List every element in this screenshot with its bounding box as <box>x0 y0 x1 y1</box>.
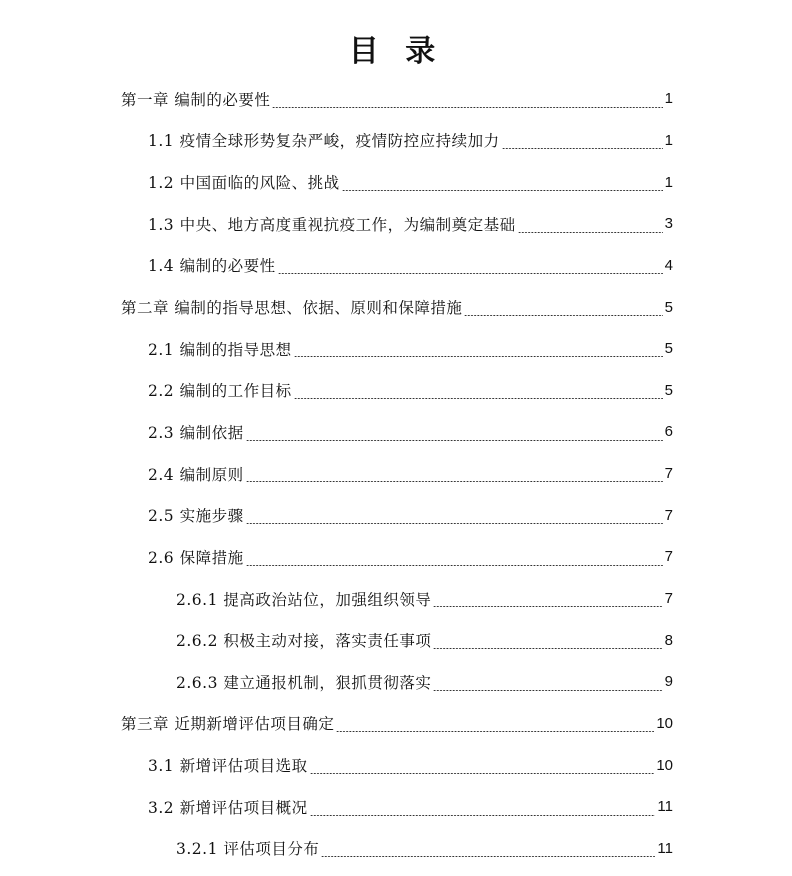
toc-entry-text: 3.2 新增评估项目概况 <box>148 798 308 817</box>
dot-leader <box>294 356 663 357</box>
toc-entry-text: 2.3 编制依据 <box>148 423 244 442</box>
toc-entry[interactable] <box>0 453 792 495</box>
toc-entry[interactable] <box>0 369 792 411</box>
dot-leader <box>336 731 654 732</box>
dot-leader <box>278 273 663 274</box>
toc-entry-page: 5 <box>664 298 673 316</box>
toc-entry-text: 3.1 新增评估项目选取 <box>148 757 308 776</box>
toc-entry-text: 1.3 中央、地方高度重视抗疫工作，为编制奠定基础 <box>148 215 516 234</box>
toc-entry-text: 2.6.1 提高政治站位，加强组织领导 <box>176 590 432 609</box>
toc-entry-text: 2.6.3 建立通报机制，狠抓贯彻落实 <box>176 673 432 692</box>
toc-entry[interactable] <box>0 703 792 745</box>
toc-entry[interactable] <box>0 161 792 203</box>
dot-leader <box>502 148 663 149</box>
toc-entry[interactable] <box>0 245 792 287</box>
dot-leader <box>246 565 663 566</box>
dot-leader <box>464 315 662 316</box>
dot-leader <box>342 190 663 191</box>
toc-entry-text: 1.2 中国面临的风险、挑战 <box>148 174 340 193</box>
toc-entry-page: 7 <box>664 506 673 524</box>
dot-leader <box>433 690 662 691</box>
toc-entry-text: 第二章 编制的指导思想、依据、原则和保障措施 <box>121 299 463 318</box>
toc-entry-text: 2.5 实施步骤 <box>148 507 244 526</box>
toc-entry-page: 10 <box>656 714 673 732</box>
dot-leader <box>294 398 663 399</box>
toc-entry-text: 第一章 编制的必要性 <box>121 90 271 109</box>
toc-entry-page: 7 <box>664 465 673 483</box>
toc-entry-page: 5 <box>664 340 673 358</box>
dot-leader <box>321 856 655 857</box>
toc-entry-page: 10 <box>656 756 673 774</box>
toc-entry[interactable] <box>0 578 792 620</box>
toc-entry-text: 1.4 编制的必要性 <box>148 257 276 276</box>
toc-entry-page: 1 <box>664 173 673 191</box>
toc-entry-text: 3.2.1 评估项目分布 <box>176 840 320 859</box>
toc-entry[interactable] <box>0 286 792 328</box>
dot-leader <box>433 648 662 649</box>
dot-leader <box>518 232 663 233</box>
toc-entry-page: 7 <box>664 548 673 566</box>
toc-entry-page: 5 <box>664 381 673 399</box>
toc-entry-page: 11 <box>657 839 673 857</box>
toc-entry-text: 2.6 保障措施 <box>148 548 244 567</box>
toc-title: 目 录 <box>348 34 444 69</box>
dot-leader <box>246 523 663 524</box>
toc-entry-page: 8 <box>664 631 673 649</box>
toc-entry-text: 1.1 疫情全球形势复杂严峻，疫情防控应持续加力 <box>148 132 500 151</box>
toc-entry[interactable] <box>0 78 792 120</box>
toc-entry-page: 11 <box>657 798 673 816</box>
toc-entry[interactable] <box>0 786 792 828</box>
toc-entry[interactable] <box>0 536 792 578</box>
toc-entry-text: 2.4 编制原则 <box>148 465 244 484</box>
dot-leader <box>433 606 662 607</box>
dot-leader <box>310 773 655 774</box>
toc-entry[interactable] <box>0 494 792 536</box>
toc-entry-page: 1 <box>664 131 673 149</box>
toc-entry[interactable] <box>0 203 792 245</box>
toc-entry-page: 7 <box>664 590 673 607</box>
toc-entry-text: 2.6.2 积极主动对接，落实责任事项 <box>176 632 432 651</box>
toc-list <box>0 78 792 869</box>
toc-entry-page: 9 <box>664 673 673 691</box>
dot-leader <box>272 107 662 108</box>
toc-entry[interactable] <box>0 744 792 786</box>
toc-entry-text: 2.2 编制的工作目标 <box>148 382 292 401</box>
dot-leader <box>246 481 663 482</box>
toc-entry[interactable] <box>0 661 792 703</box>
toc-entry[interactable] <box>0 328 792 370</box>
toc-entry[interactable] <box>0 828 792 870</box>
toc-entry-text: 2.1 编制的指导思想 <box>148 340 292 359</box>
toc-entry[interactable] <box>0 411 792 453</box>
toc-entry-page: 3 <box>664 215 673 233</box>
dot-leader <box>310 815 656 816</box>
toc-entry-page: 1 <box>664 90 673 108</box>
toc-entry[interactable] <box>0 619 792 661</box>
dot-leader <box>246 440 663 441</box>
toc-entry-page: 6 <box>664 423 673 441</box>
toc-entry-page: 4 <box>664 256 673 274</box>
toc-entry[interactable] <box>0 120 792 162</box>
toc-entry-text: 第三章 近期新增评估项目确定 <box>121 715 335 734</box>
